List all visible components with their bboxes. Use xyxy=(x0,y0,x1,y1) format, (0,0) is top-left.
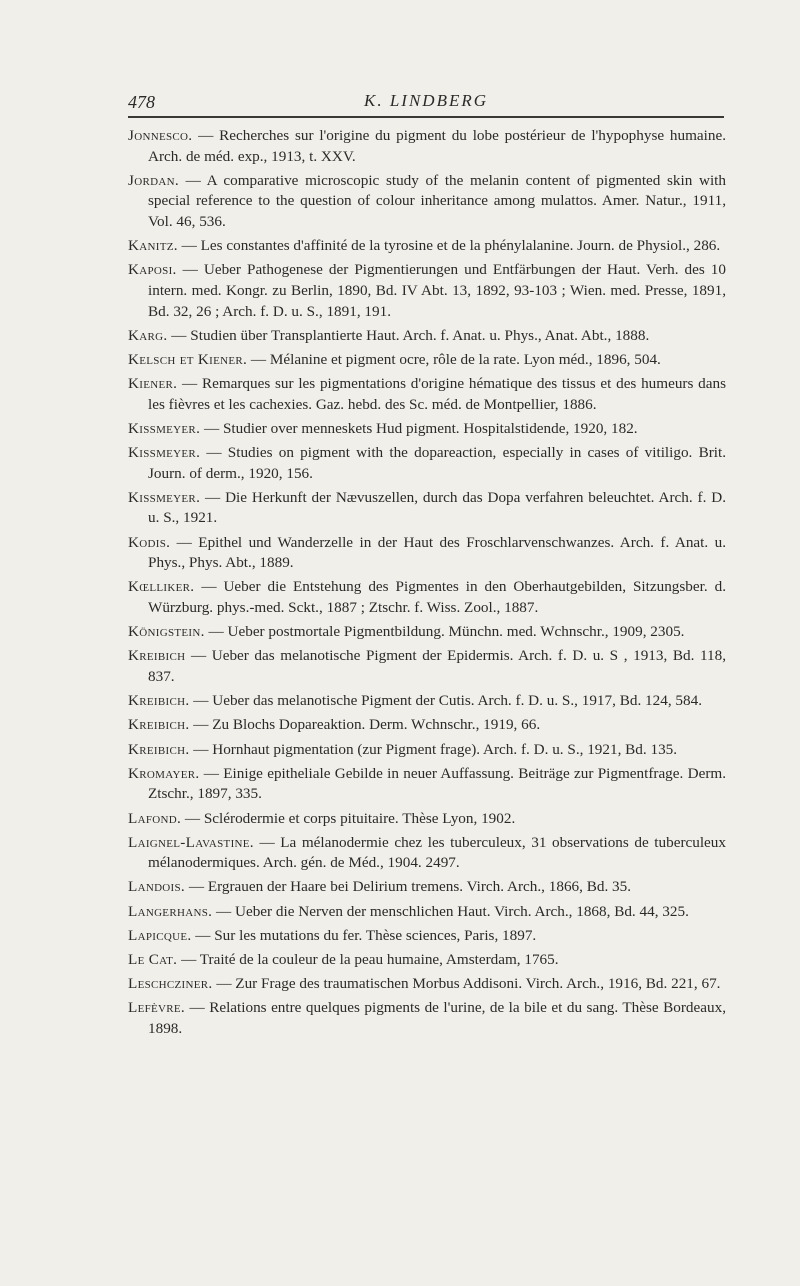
entry-citation: — Ueber postmortale Pigmentbildung. Münchn. med. Wchnschr., 1909, 2305. xyxy=(204,623,685,641)
bibliography-entry xyxy=(128,809,726,830)
entry-author: Lapicque. xyxy=(128,926,192,944)
entry-citation: — Recherches sur l'origine du pigment du lobe postérieur de l'hypophyse humaine. Arch. de méd. exp., 1913, t. XXV. xyxy=(148,127,726,165)
bibliography-entry xyxy=(128,646,726,687)
bibliography-entry xyxy=(128,902,726,923)
entry-citation: — Studies on pigment with the dopareaction, especially in cases of vitiligo. Brit. Journ. of derm., 1920, 156. xyxy=(148,444,726,482)
bibliography-entry xyxy=(128,419,726,440)
bibliography-entry xyxy=(128,974,726,995)
bibliography-entry xyxy=(128,488,726,529)
entry-author: Kreibich. xyxy=(128,740,190,758)
entry-citation: — A comparative microscopic study of the melanin content of pigmented skin with special reference to the question of colour inheritance among mulattos. Amer. Natur., 1911, Vol. 46, 536. xyxy=(148,171,726,230)
entry-author: Kodis. xyxy=(128,533,171,551)
bibliography-entry xyxy=(128,998,726,1039)
entry-author: Jonnesco. xyxy=(128,127,193,144)
bibliography-entry xyxy=(128,533,726,574)
entry-author: Kissmeyer. xyxy=(128,444,201,462)
entry-citation: — Studier over menneskets Hud pigment. Hospitalstidende, 1920, 182. xyxy=(200,419,638,437)
entry-author: Lafond. xyxy=(128,809,182,827)
entry-citation: — Ueber das melanotische Pigment der Cutis. Arch. f. D. u. S., 1917, Bd. 124, 584. xyxy=(189,692,702,710)
entry-author: Leschcziner. xyxy=(128,975,213,993)
entry-citation: — Ueber die Entstehung des Pigmentes in den Oberhautgebilden, Sitzungsber. d. Würzburg. phys.-med. Sckt., 1887 ; Ztschr. f. Wiss. Zool., 1887. xyxy=(148,578,726,616)
entry-citation: — Die Herkunft der Nævuszellen, durch das Dopa verfahren beleuchtet. Arch. f. D. u. S., 1921. xyxy=(148,488,726,527)
entry-citation: — Mélanine et pigment ocre, rôle de la rate. Lyon méd., 1896, 504. xyxy=(247,350,661,368)
entry-citation: — Einige epitheliale Gebilde in neuer Auffassung. Beiträge zur Pigmentfrage. Derm. Ztschr., 1897, 335. xyxy=(148,764,726,803)
entry-citation: — Zur Frage des traumatischen Morbus Addisoni. Virch. Arch., 1916, Bd. 221, 67. xyxy=(212,975,721,993)
bibliography-entry xyxy=(128,691,726,712)
entry-author: Kreibich. xyxy=(128,692,190,710)
bibliography-entry xyxy=(128,740,726,761)
entry-author: Le Cat. xyxy=(128,951,178,969)
entry-citation: — La mélanodermie chez les tuberculeux, 31 observations de tuberculeux mélanodermiques. Arch. gén. de Méd., 1904. 2497. xyxy=(148,833,726,872)
entry-citation: — Ueber Pathogenese der Pigmentierungen und Entfärbungen der Haut. Verh. des 10 intern. med. Kongr. zu Berlin, 1890, Bd. IV Abt. 13, 1892, 93-103 ; Wien. med. Presse, 1891, Bd. 32, 26 ; Arch. f. D. u. S., 1891, 191. xyxy=(148,261,726,320)
entry-citation: — Relations entre quelques pigments de l'urine, de la bile et du sang. Thèse Bordeaux, 1898. xyxy=(148,999,726,1037)
entry-citation: — Remarques sur les pigmentations d'origine hématique des tissus et des humeurs dans les fièvres et les cachexies. Gaz. hebd. des Sc. méd. de Montpellier, 1886. xyxy=(148,375,726,413)
entry-author: Jordan. xyxy=(128,171,179,189)
bibliography-entry xyxy=(128,443,726,484)
bibliography-entry xyxy=(128,926,726,947)
entry-author: Lefèvre. xyxy=(128,999,186,1017)
entry-citation: — Ueber die Nerven der menschlichen Haut. Virch. Arch., 1868, Bd. 44, 325. xyxy=(212,902,689,920)
entry-author: Kromayer. xyxy=(128,764,200,782)
entry-author: Kiener. xyxy=(128,375,178,393)
bibliography-entry xyxy=(128,326,726,347)
bibliography-entry xyxy=(128,374,726,415)
page-number: 478 xyxy=(128,92,155,112)
entry-citation: — Sclérodermie et corps pituitaire. Thèse Lyon, 1902. xyxy=(181,809,516,827)
entry-citation: — Zu Blochs Dopareaktion. Derm. Wchnschr., 1919, 66. xyxy=(189,716,541,734)
bibliography-entry xyxy=(128,171,726,233)
bibliography-entry xyxy=(128,622,726,643)
bibliography-entry xyxy=(128,764,726,805)
entry-author: Karg. xyxy=(128,326,168,344)
entry-author: Langerhans. xyxy=(128,902,213,920)
page-header xyxy=(128,88,724,118)
entry-citation: — Studien über Transplantierte Haut. Arch. f. Anat. u. Phys., Anat. Abt., 1888. xyxy=(167,326,650,344)
bibliography-entry xyxy=(128,577,726,618)
bibliography-entry xyxy=(128,350,726,371)
bibliography-entry xyxy=(128,950,726,971)
entry-author: Landois. xyxy=(128,878,186,896)
entry-author: Kreibich xyxy=(128,647,186,665)
entry-author: Kanitz. xyxy=(128,237,178,255)
bibliography-entry xyxy=(128,236,726,257)
entry-author: Kœlliker. xyxy=(128,578,195,596)
entry-author: Kaposi. xyxy=(128,261,177,279)
entry-author: Königstein. xyxy=(128,623,205,641)
entry-citation: — Sur les mutations du fer. Thèse sciences, Paris, 1897. xyxy=(191,926,537,944)
entry-author: Kissmeyer. xyxy=(128,419,201,437)
running-head: K. LINDBERG xyxy=(364,91,488,110)
bibliography-entry xyxy=(128,126,726,167)
entry-citation: — Hornhaut pigmentation (zur Pigment frage). Arch. f. D. u. S., 1921, Bd. 135. xyxy=(189,740,678,758)
entry-author: Kreibich. xyxy=(128,716,190,734)
entry-author: Kissmeyer. xyxy=(128,488,201,506)
bibliography-entry xyxy=(128,877,726,898)
bibliography-entry xyxy=(128,715,726,736)
entry-author: Kelsch et Kiener. xyxy=(128,350,248,368)
entry-citation: — Epithel und Wanderzelle in der Haut des Froschlarvenschwanzes. Arch. f. Anat. u. Phys., Phys. Abt., 1889. xyxy=(148,533,726,572)
entry-citation: — Traité de la couleur de la peau humaine, Amsterdam, 1765. xyxy=(177,951,559,969)
entry-citation: — Ergrauen der Haare bei Delirium tremens. Virch. Arch., 1866, Bd. 35. xyxy=(185,878,632,896)
entry-citation: — Ueber das melanotische Pigment der Epidermis. Arch. f. D. u. S , 1913, Bd. 118, 837. xyxy=(148,647,726,685)
bibliography-list xyxy=(128,126,726,1043)
entry-author: Laignel-Lavastine. xyxy=(128,833,254,851)
bibliography-entry xyxy=(128,833,726,874)
entry-citation: — Les constantes d'affinité de la tyrosine et de la phénylalanine. Journ. de Physiol., 286. xyxy=(177,237,721,255)
bibliography-entry xyxy=(128,260,726,322)
